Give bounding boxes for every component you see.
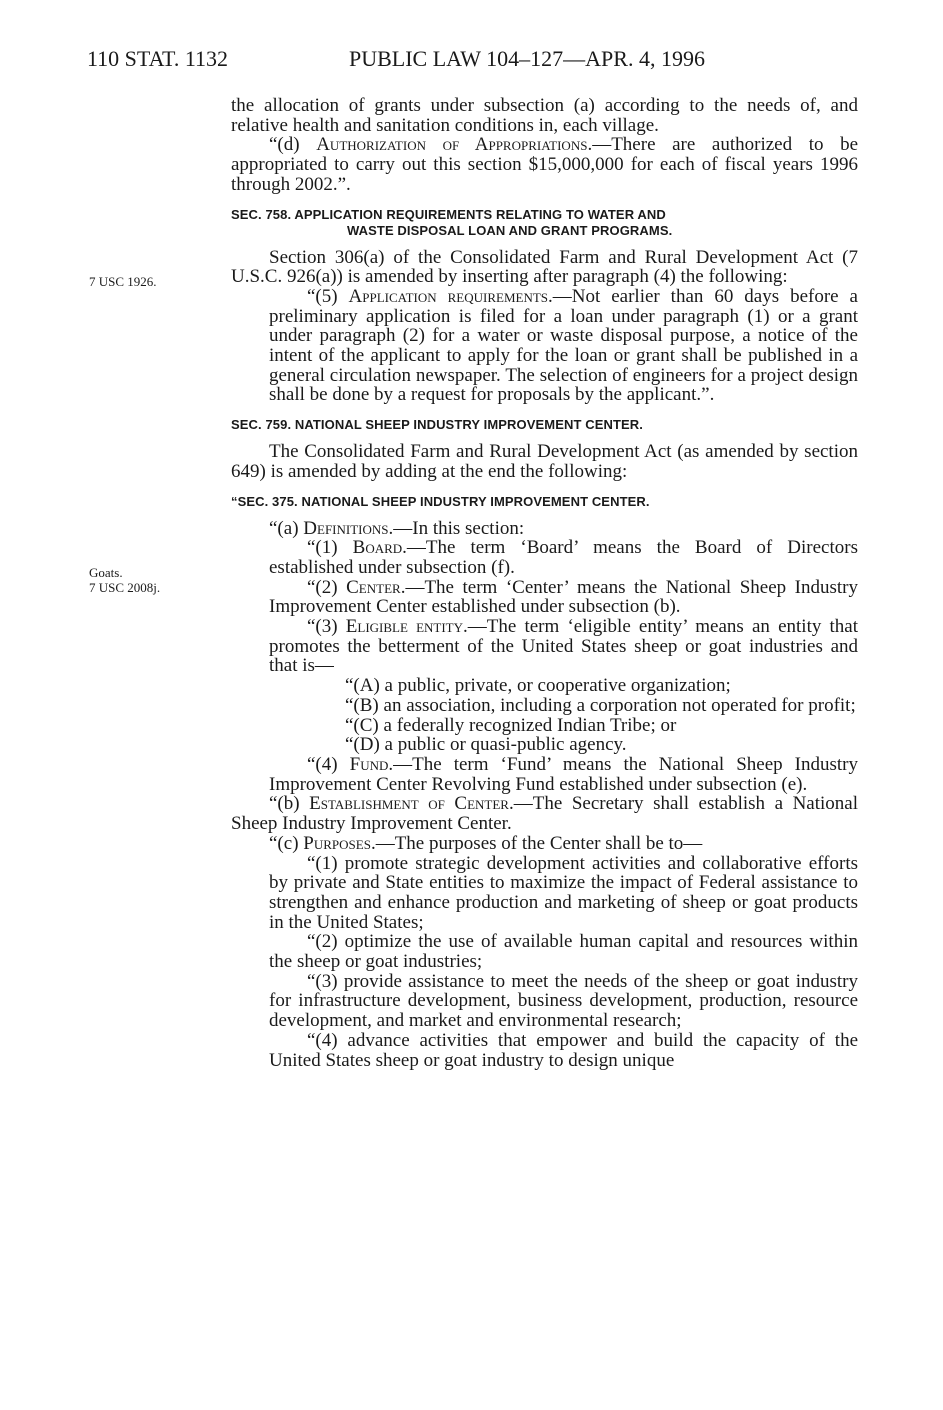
paragraph-section-306-amendment: Section 306(a) of the Consolidated Farm and Rural Development Act (7 U.S.C. 926(a)) is amended by inserting after paragraph (4) the following:	[231, 246, 858, 288]
subsection-definitions: “(a) Definitions.—In this section:	[269, 517, 525, 539]
definition-center: “(2) Center.—The term ‘Center’ means the National Sheep Industry Improvement Center established under subsection (b).	[269, 576, 859, 618]
running-head-law: PUBLIC LAW 104–127—APR. 4, 1996	[349, 46, 705, 71]
definition-board: “(1) Board.—The term ‘Board’ means the Board of Directors established under subsection (f).	[269, 537, 858, 578]
section-375-heading: “SEC. 375. NATIONAL SHEEP INDUSTRY IMPROVEMENT CENTER.	[231, 493, 650, 509]
statute-page-number: 110 STAT. 1132	[87, 46, 229, 71]
subsection-purposes: “(c) Purposes.—The purposes of the Center shall be to—	[269, 832, 703, 854]
section-758-heading: SEC. 758. APPLICATION REQUIREMENTS RELATING TO WATER AND WASTE DISPOSAL LOAN AND GRANT PROGRAMS.	[231, 206, 673, 238]
paragraph-heading: Application requirements	[348, 285, 549, 307]
section-759-heading: SEC. 759. NATIONAL SHEEP INDUSTRY IMPROVEMENT CENTER.	[231, 417, 643, 433]
margin-note-goats: Goats.	[89, 565, 123, 580]
subsection-establishment: “(b) Establishment of Center.—The Secretary shall establish a National Sheep Industry Improvement Center.	[231, 793, 859, 835]
list-item-c: “(C) a federally recognized Indian Tribe; or	[345, 714, 677, 736]
paragraph-application-requirements: “(5) Application requirements.—Not earlier than 60 days before a preliminary application is filed for a loan under paragraph (1) or a grant under paragraph (2) for a water or waste disposal purpose, a notice of the intent of the applicant to apply for the loan or grant shall be published in a general circulation newspaper. The selection of engineers for a project design shall be done by a request for proposals by the applicant.”.	[269, 285, 858, 406]
list-item-d: “(D) a public or quasi-public agency.	[345, 734, 627, 756]
purpose-3: “(3) provide assistance to meet the needs of the sheep or goat industry for infrastructure development, business development, production, resource development, and market and environmental research;	[269, 970, 858, 1032]
margin-note-usc-1926: 7 USC 1926.	[89, 274, 157, 289]
page-body	[231, 96, 858, 1070]
margin-note-usc-2008j: 7 USC 2008j.	[89, 580, 161, 595]
paragraph-authorization: “(d) Authorization of Appropriations.—There are authorized to be appropriated to carry out this section $15,000,000 for each of fiscal years 1996 through 2002.”.	[231, 134, 859, 195]
paragraph-grant-allocation: the allocation of grants under subsection (a) according to the needs of, and relative health and sanitation conditions in, each village.	[231, 95, 858, 136]
purpose-4: “(4) advance activities that empower and build the capacity of the United States sheep or goat industry to design unique	[269, 1029, 858, 1071]
definition-fund: “(4) Fund.—The term ‘Fund’ means the National Sheep Industry Improvement Center Revolving Fund established under subsection (e).	[269, 753, 859, 795]
page-header	[87, 44, 747, 74]
subsection-heading: Authorization of Appropriations	[316, 134, 588, 156]
paragraph-act-amendment: The Consolidated Farm and Rural Development Act (as amended by section 649) is amended by adding at the end the following:	[231, 441, 858, 482]
list-item-b: “(B) an association, including a corporation not operated for profit;	[345, 694, 856, 716]
definition-eligible-entity: “(3) Eligible entity.—The term ‘eligible entity’ means an entity that promotes the betterment of the United States sheep or goat industries and that is—	[269, 616, 859, 677]
purpose-1: “(1) promote strategic development activities and collaborative efforts by private and State entities to maximize the impact of Federal assistance to strengthen and enhance production and marketing of sheep or goat products in the United States;	[269, 852, 858, 933]
purpose-2: “(2) optimize the use of available human capital and resources within the sheep or goat industries;	[269, 931, 858, 973]
list-item-a: “(A) a public, private, or cooperative organization;	[345, 675, 731, 697]
